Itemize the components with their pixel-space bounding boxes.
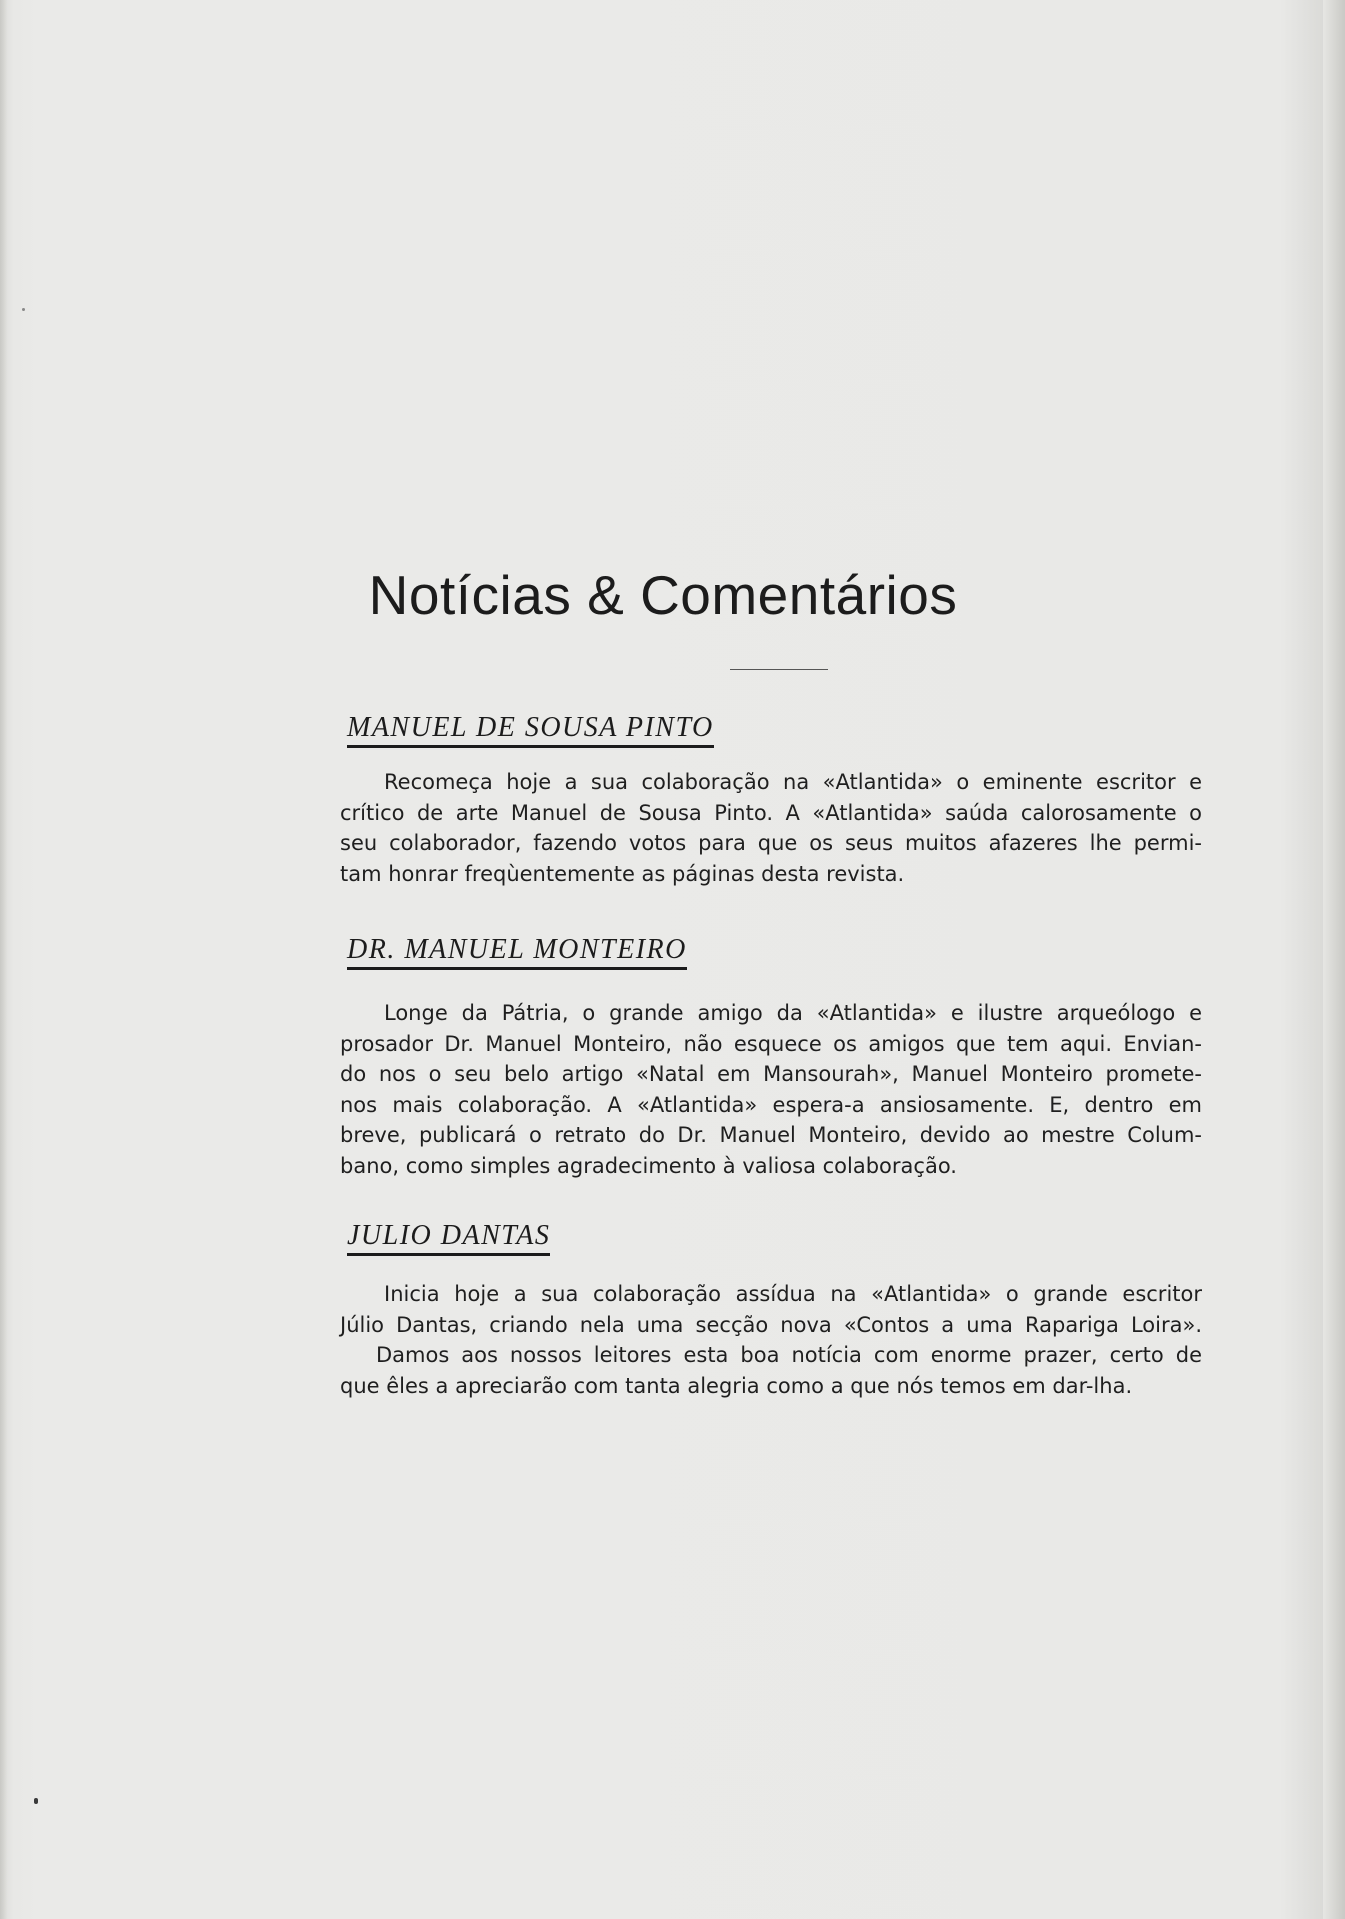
paragraph-line: que êles a apreciarão com tanta alegria como a que nós temos em dar-lha. (340, 1373, 1133, 1398)
paragraph-line: nos mais colaboração. A «Atlantida» espera-a ansiosamente. E, dentro em (340, 1092, 1202, 1117)
section-heading-dr-manuel-monteiro (347, 934, 687, 970)
section-heading-julio-dantas (347, 1220, 550, 1256)
page-title: Notícias & Comentários (368, 564, 958, 626)
paragraph-line: breve, publicará o retrato do Dr. Manuel Monteiro, devido ao mestre Colum- (340, 1123, 1202, 1147)
paragraph-julio-dantas (340, 1279, 1202, 1401)
paragraph-line: prosador Dr. Manuel Monteiro, não esquece os amigos que tem aqui. Envian- (340, 1031, 1202, 1056)
paragraph-line: Recomeça hoje a sua colaboração na «Atlantida» o eminente escritor e (384, 770, 1202, 794)
section-heading-text: JULIO DANTAS (347, 1220, 551, 1251)
heading-underline (347, 967, 687, 970)
ink-speck (34, 1798, 38, 1804)
paragraph-line: bano, como simples agradecimento à valiosa colaboração. (340, 1153, 957, 1178)
heading-underline (347, 745, 714, 748)
paragraph-line: Damos aos nossos leitores esta boa notícia com enorme prazer, certo de (376, 1343, 1202, 1367)
paragraph-line: seu colaborador, fazendo votos para que os seus muitos afazeres lhe permi- (340, 831, 1202, 855)
paragraph-line: crítico de arte Manuel de Sousa Pinto. A «Atlantida» saúda calorosamente o (340, 800, 1202, 825)
section-heading-manuel-de-sousa-pinto (347, 712, 714, 748)
title-divider (730, 669, 828, 670)
paragraph-line: Longe da Pátria, o grande amigo da «Atlantida» e ilustre arqueólogo e (384, 1001, 1202, 1025)
paragraph-dr-manuel-monteiro (340, 998, 1202, 1181)
section-heading-text: MANUEL DE SOUSA PINTO (347, 712, 714, 743)
paragraph-line: do nos o seu belo artigo «Natal em Mansourah», Manuel Monteiro promete- (340, 1062, 1202, 1086)
ink-speck (22, 308, 25, 311)
paragraph-manuel-de-sousa-pinto (340, 767, 1202, 889)
paragraph-line: Júlio Dantas, criando nela uma secção nova «Contos a uma Rapariga Loira». (340, 1312, 1202, 1337)
section-heading-text: DR. MANUEL MONTEIRO (347, 934, 687, 965)
heading-underline (347, 1253, 550, 1256)
paragraph-line: Inicia hoje a sua colaboração assídua na «Atlantida» o grande escritor (384, 1282, 1202, 1306)
page-right-edge (1323, 0, 1345, 1919)
paragraph-line: tam honrar freqùentemente as páginas desta revista. (340, 861, 905, 886)
page-left-edge (0, 0, 8, 1919)
